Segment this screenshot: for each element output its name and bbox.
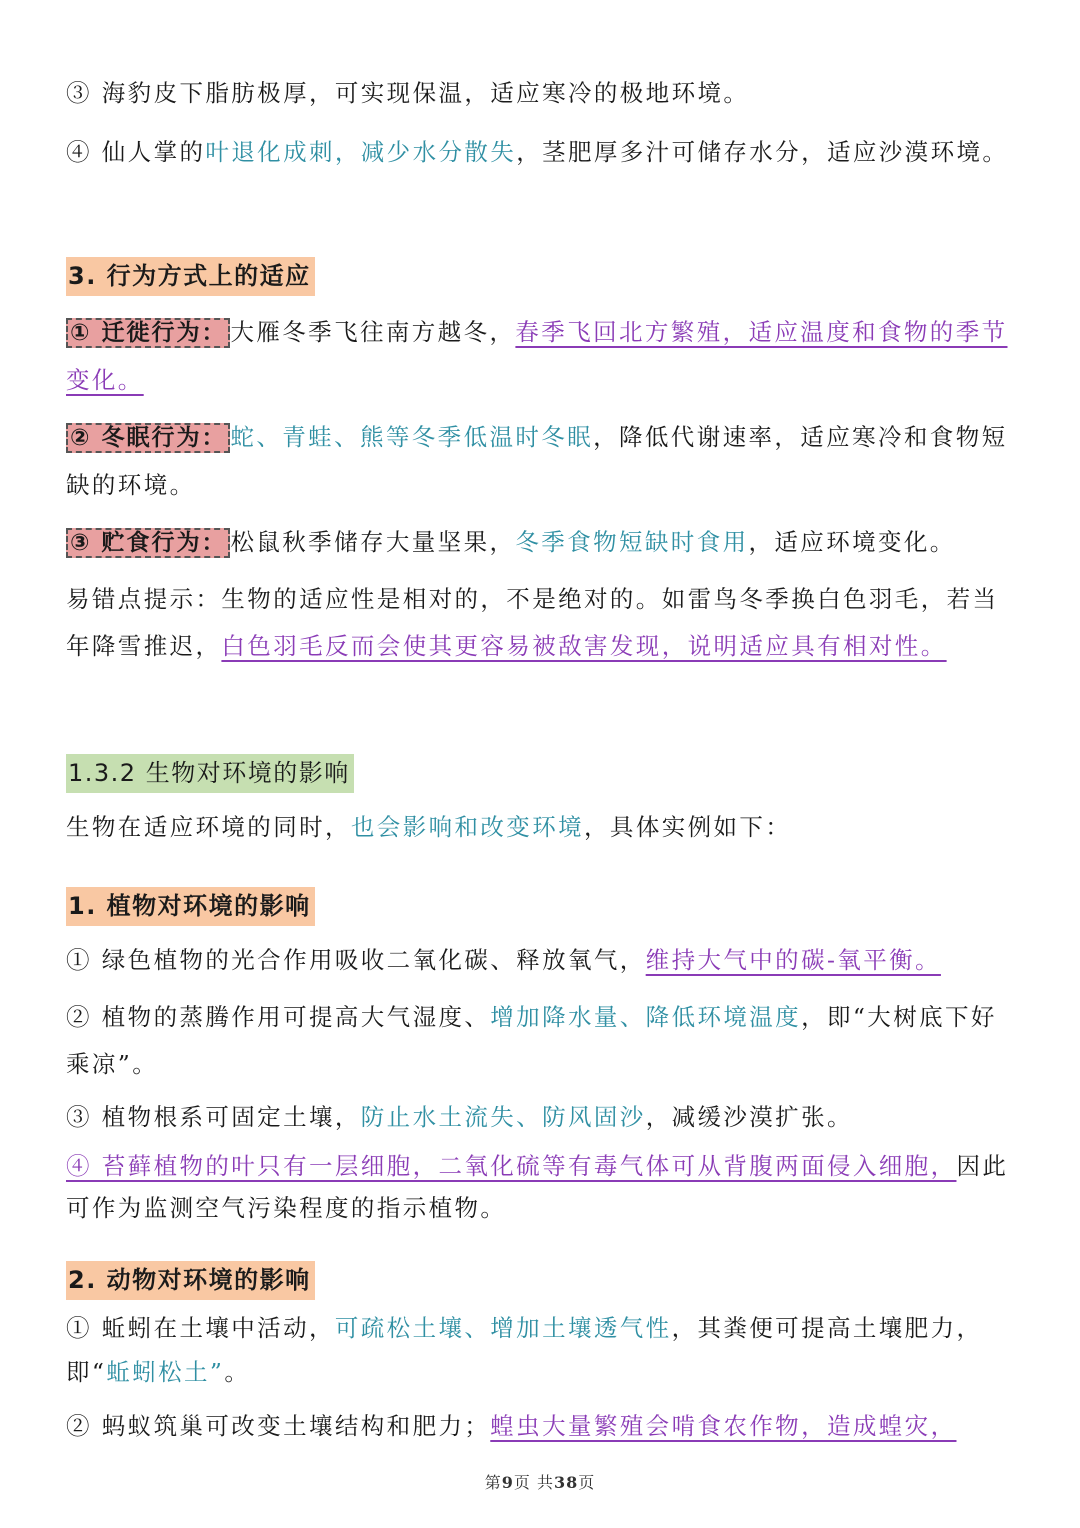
roots-post: ，减缓沙漠扩张。 <box>645 1103 853 1131</box>
footer-prefix: 第 <box>484 1473 502 1492</box>
page-footer <box>0 1470 1080 1493</box>
cactus-highlight: 叶退化成刺，减少水分散失 <box>205 138 517 166</box>
cactus-post: ，茎肥厚多汁可储存水分，适应沙漠环境。 <box>516 138 1009 166</box>
hibernation-label: ② 冬眠行为： <box>66 423 230 453</box>
heading-behavior-text: 3. 行为方式上的适应 <box>66 257 315 296</box>
storage-pre: 松鼠秋季储存大量坚果， <box>230 528 516 556</box>
page-number: 9 <box>501 1473 514 1492</box>
heading-plants <box>66 883 1011 930</box>
moss-underlined: ④ 苔藓植物的叶只有一层细胞，二氧化硫等有毒气体可从背腹两面侵入细胞， <box>66 1152 957 1180</box>
hibernation-highlight: 蛇、青蛙、熊等冬季低温时冬眠 <box>230 423 594 451</box>
tip-pre: 易错点提示：生物的适应性是相对的，不是绝对的。如雷鸟冬季换白色羽毛，若当年降雪推迟， <box>66 585 999 660</box>
paragraph-photosynthesis <box>66 937 1011 984</box>
photosynthesis-pre: ① 绿色植物的光合作用吸收二氧化碳、释放氧气， <box>66 946 646 974</box>
cactus-pre: ④ 仙人掌的 <box>66 138 206 166</box>
migration-pre: 大雁冬季飞往南方越冬， <box>230 318 516 346</box>
paragraph-food-storage <box>66 519 1011 567</box>
footer-middle: 页 共 <box>513 1473 554 1492</box>
paragraph-ants <box>66 1403 1011 1450</box>
earthworm-highlight: 可疏松土壤、增加土壤透气性 <box>334 1314 672 1342</box>
earthworm-pre: ① 蚯蚓在土壤中活动， <box>66 1314 335 1342</box>
page-total: 38 <box>553 1473 579 1492</box>
intro-highlight: 也会影响和改变环境 <box>350 813 585 841</box>
paragraph-roots <box>66 1094 1011 1141</box>
section-heading <box>66 750 1011 797</box>
heading-animals-text: 2. 动物对环境的影响 <box>66 1261 315 1300</box>
tip-underlined: 白色羽毛反而会使其更容易被敌害发现，说明适应具有相对性。 <box>221 632 947 660</box>
moss-post: 因此可作为监测空气污染程度的指示植物。 <box>66 1152 1009 1222</box>
paragraph-moss <box>66 1145 1011 1229</box>
footer-suffix: 页 <box>578 1473 596 1492</box>
storage-post: ，适应环境变化。 <box>748 528 956 556</box>
photosynthesis-underlined: 维持大气中的碳-氧平衡。 <box>645 946 941 974</box>
intro-post: ，具体实例如下： <box>584 813 792 841</box>
paragraph-tip <box>66 576 1011 670</box>
intro-pre: 生物在适应环境的同时， <box>66 813 351 841</box>
roots-pre: ③ 植物根系可固定土壤， <box>66 1103 361 1131</box>
earthworm-highlight-2: 蚯蚓松土” <box>106 1358 225 1386</box>
storage-label: ③ 贮食行为： <box>66 528 230 558</box>
section-heading-text: 1.3.2 生物对环境的影响 <box>66 754 354 793</box>
paragraph-earthworm <box>66 1306 1011 1394</box>
paragraph-cactus <box>66 129 1011 176</box>
ants-underlined: 蝗虫大量繁殖会啃食农作物，造成蝗灾， <box>490 1412 957 1440</box>
earthworm-post: 。 <box>224 1358 251 1386</box>
heading-animals <box>66 1257 1011 1304</box>
paragraph-transpiration <box>66 994 1011 1088</box>
migration-label: ① 迁徙行为： <box>66 318 230 348</box>
ants-pre: ② 蚂蚁筑巢可改变土壤结构和肥力； <box>66 1412 491 1440</box>
roots-highlight: 防止水土流失、防风固沙 <box>360 1103 646 1131</box>
earthworm-mid: ，其粪便可提高土壤肥力，即“ <box>66 1314 983 1386</box>
heading-behavior <box>66 253 1011 300</box>
hibernation-post: ，降低代谢速率，适应寒冷和食物短缺的环境。 <box>66 423 1008 499</box>
paragraph-intro <box>66 804 1011 851</box>
paragraph-seal <box>66 79 1011 107</box>
migration-underlined: 春季飞回北方繁殖，适应温度和食物的季节变化。 <box>66 318 1008 394</box>
transpiration-highlight: 增加降水量、降低环境温度 <box>490 1003 802 1031</box>
seal-text: ③ 海豹皮下脂肪极厚，可实现保温，适应寒冷的极地环境。 <box>66 79 750 107</box>
transpiration-post: ，即“大树底下好乘凉”。 <box>66 1003 997 1078</box>
transpiration-pre: ② 植物的蒸腾作用可提高大气湿度、 <box>66 1003 491 1031</box>
storage-highlight: 冬季食物短缺时食用 <box>515 528 749 556</box>
paragraph-hibernation <box>66 414 1011 509</box>
paragraph-migration <box>66 309 1011 404</box>
heading-plants-text: 1. 植物对环境的影响 <box>66 887 315 926</box>
